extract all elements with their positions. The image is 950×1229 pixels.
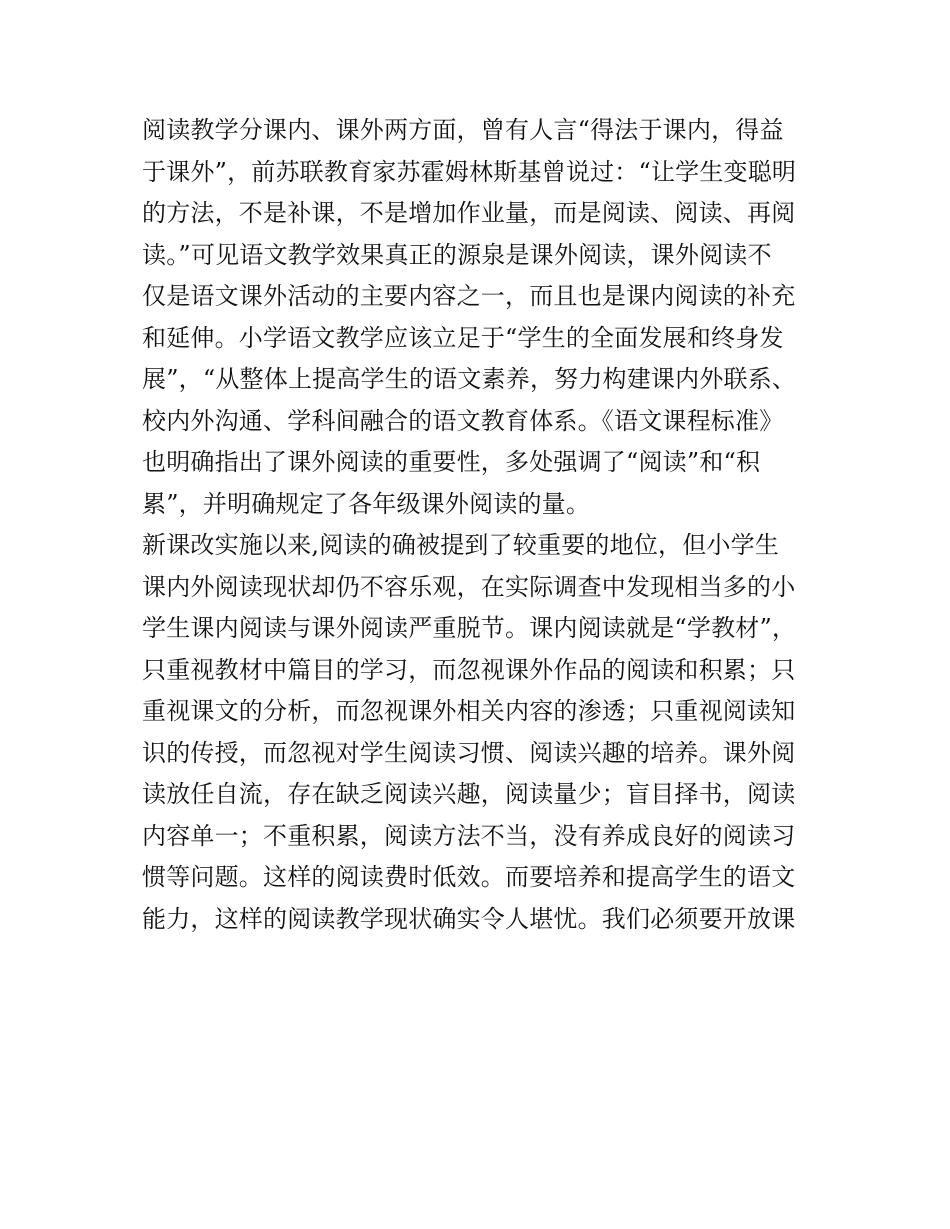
text-line: 校内外沟通、学科间融合的语文教育体系。《语文课程标准》 (142, 406, 784, 435)
text-line: 新课改实施以来,阅读的确被提到了较重要的地位，但小学生 (142, 531, 780, 559)
body-text (142, 110, 822, 940)
text-line: 学生课内阅读与课外阅读严重脱节。课内阅读就是“学教材”， (142, 614, 797, 642)
text-line: 于课外”，前苏联教育家苏霍姆林斯基曾说过：“让学生变聪明 (142, 157, 797, 186)
text-line: 展”，“从整体上提高学生的语文素养，努力构建课内外联系、 (142, 365, 797, 393)
text-line: 阅读教学分课内、课外两方面，曾有人言“得法于课内，得益 (142, 116, 784, 144)
text-line: 重视课文的分析，而忽视课外相关内容的渗透；只重视阅读知 (142, 697, 796, 725)
text-line: 识的传授，而忽视对学生阅读习惯、阅读兴趣的培养。课外阅 (142, 738, 796, 767)
text-line: 内容单一；不重积累，阅读方法不当，没有养成良好的阅读习 (142, 821, 796, 850)
text-line: 只重视教材中篇目的学习，而忽视课外作品的阅读和积累；只 (142, 655, 796, 684)
text-line: 仅是语文课外活动的主要内容之一，而且也是课内阅读的补充 (142, 282, 796, 310)
text-line: 能力，这样的阅读教学现状确实令人堪忧。我们必须要开放课 (142, 904, 796, 933)
text-line: 和延伸。小学语文教学应该立足于“学生的全面发展和终身发 (142, 323, 784, 352)
text-line: 读。”可见语文教学效果真正的源泉是课外阅读，课外阅读不 (142, 240, 772, 269)
text-line: 课内外阅读现状却仍不容乐观，在实际调查中发现相当多的小 (142, 572, 796, 601)
text-line: 也明确指出了课外阅读的重要性，多处强调了“阅读”和“积 (142, 448, 761, 476)
text-line: 读放任自流，存在缺乏阅读兴趣，阅读量少；盲目择书，阅读 (142, 780, 796, 808)
text-line: 惯等问题。这样的阅读费时低效。而要培养和提高学生的语文 (142, 863, 796, 891)
text-line: 的方法，不是补课，不是增加作业量，而是阅读、阅读、再阅 (142, 199, 796, 227)
text-line: 累”，并明确规定了各年级课外阅读的量。 (142, 489, 591, 518)
